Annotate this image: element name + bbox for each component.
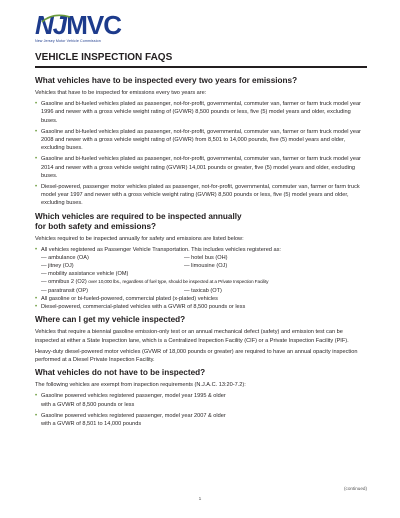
bullet-list xyxy=(35,100,367,207)
vehicle-type: — taxicab (OT) xyxy=(184,288,222,295)
list-item: • Gasoline and bi-fueled vehicles plated as passenger, not-for-profit, governmental, commuter van, farmer or farm truck model year 1996 and newer with a gross vehicle weight rating of (GVWR) 8,500 pounds or less, five (5) model years and older, excluding buses. xyxy=(35,101,361,124)
list-item: • Gasoline and bi-fueled vehicles plated as passenger, not-for-profit, governmental, commuter van, farmer or farm truck model year 2014 and newer with a gross vehicle weight rating (GVWR) 14,001 pounds or greater, five (5) model years and older, excluding buses. xyxy=(35,156,361,179)
faq-section-where xyxy=(35,315,367,364)
vehicle-type: — ambulance (OA) xyxy=(41,255,89,262)
vehicle-type: — hotel bus (OH) xyxy=(184,255,228,262)
faq-content xyxy=(35,76,367,428)
bullet-icon: • xyxy=(35,184,38,191)
document-title: VEHICLE INSPECTION FAQS xyxy=(35,52,173,63)
logo-tagline: New Jersey Motor Vehicle Commission xyxy=(35,39,101,43)
faq-section-emissions xyxy=(35,76,367,208)
list-item: • Gasoline and bi-fueled vehicles plated as passenger, not-for-profit, governmental, commuter van, farmer or farm truck model year 2008 and newer with a gross vehicle weight rating of (GVWR) from 8,501 to 14,000 pounds, five (5) model years and older, excluding buses. xyxy=(35,128,361,152)
vehicle-type: — mobility assistance vehicle (OM) xyxy=(41,271,129,278)
section-heading: Where can I get my vehicle inspected? xyxy=(35,315,186,325)
paragraph: Vehicles that require a biennial gasoline emission-only test or an annual mechanical defect (safety) and emission test can be inspected at either a State Inspection lane, which is a Centralized Inspection Facility (CIF) or a Private Inspection Facility (PIF). xyxy=(35,329,349,344)
list-item: • Diesel-powered, commercial-plated vehicles with a GVWR of 8,500 pounds or less xyxy=(35,304,246,311)
vehicle-type: — limousine (OJ) xyxy=(184,263,228,270)
bullet-icon: • xyxy=(35,393,38,400)
vehicle-type-list xyxy=(35,254,367,295)
bullet-list xyxy=(35,295,367,311)
bullet-icon: • xyxy=(35,246,38,253)
section-intro: The following vehicles are exempt from inspection requirements (N.J.A.C. 13:20-7.2): xyxy=(35,382,246,389)
bullet-list xyxy=(35,246,367,254)
section-heading: What vehicles do not have to be inspected? xyxy=(35,368,206,378)
section-heading: What vehicles have to be inspected every two years for emissions? xyxy=(35,76,298,85)
bullet-icon: • xyxy=(35,412,38,419)
section-intro: Vehicles that have to be inspected for emissions every two years are: xyxy=(35,90,207,96)
faq-section-exempt xyxy=(35,368,367,428)
bullet-icon: • xyxy=(35,304,38,311)
list-item: • Diesel-powered, passenger motor vehicles plated as passenger, not-for-profit, governmental, commuter van, farmer or farm truck model year 1997 and newer with a gross vehicle weight rating (GVWR) 8,500 pounds or less, five (5) model years and older, excluding buses. xyxy=(35,184,360,207)
paragraph: Heavy-duty diesel-powered motor vehicles (GVWR of 18,000 pounds or greater) are required to have an annual opacity inspection performed at a Diesel Private Inspection Facility. xyxy=(35,348,358,364)
bullet-icon: • xyxy=(35,156,38,163)
faq-section-safety-emissions xyxy=(35,212,367,312)
vehicle-type: — paratransit (OP) xyxy=(41,288,88,295)
title-divider xyxy=(35,66,367,68)
section-intro: Vehicles required to be inspected annually for safety and emissions are listed below: xyxy=(35,235,244,242)
list-item: • Gasoline powered vehicles registered passenger, model year 1995 & older with a GVWR of 8,500 pounds or less xyxy=(35,393,226,408)
continued-note: (continued) xyxy=(344,486,367,491)
section-heading: Which vehicles are required to be inspected annually for both safety and emissions? xyxy=(35,211,242,231)
bullet-icon: • xyxy=(35,128,38,135)
list-item: • All gasoline or bi-fueled-powered, commercial plated (x-plated) vehicles xyxy=(35,296,218,303)
njmvc-logo xyxy=(35,12,145,52)
list-item: • All vehicles registered as Passenger Vehicle Transportation. This includes vehicles registered as: xyxy=(35,246,281,253)
bullet-list xyxy=(35,392,367,428)
logo-nj: NJ xyxy=(35,10,67,40)
logo-swoosh-icon xyxy=(41,14,71,24)
bullet-icon: • xyxy=(35,101,38,108)
page-number: 1 xyxy=(198,497,202,502)
bullet-icon: • xyxy=(35,296,38,303)
list-item: • Gasoline powered vehicles registered passenger, model year 2007 & older with a GVWR of 8,501 to 14,000 pounds xyxy=(35,412,226,428)
logo-mvc: MVC xyxy=(66,10,122,40)
vehicle-type: — jitney (OJ) xyxy=(41,263,74,270)
vehicle-type: — omnibus 2 (O2) over 10,000 lbs., regardless of fuel type, should be inspected at a Private Inspection Facility xyxy=(41,279,269,286)
